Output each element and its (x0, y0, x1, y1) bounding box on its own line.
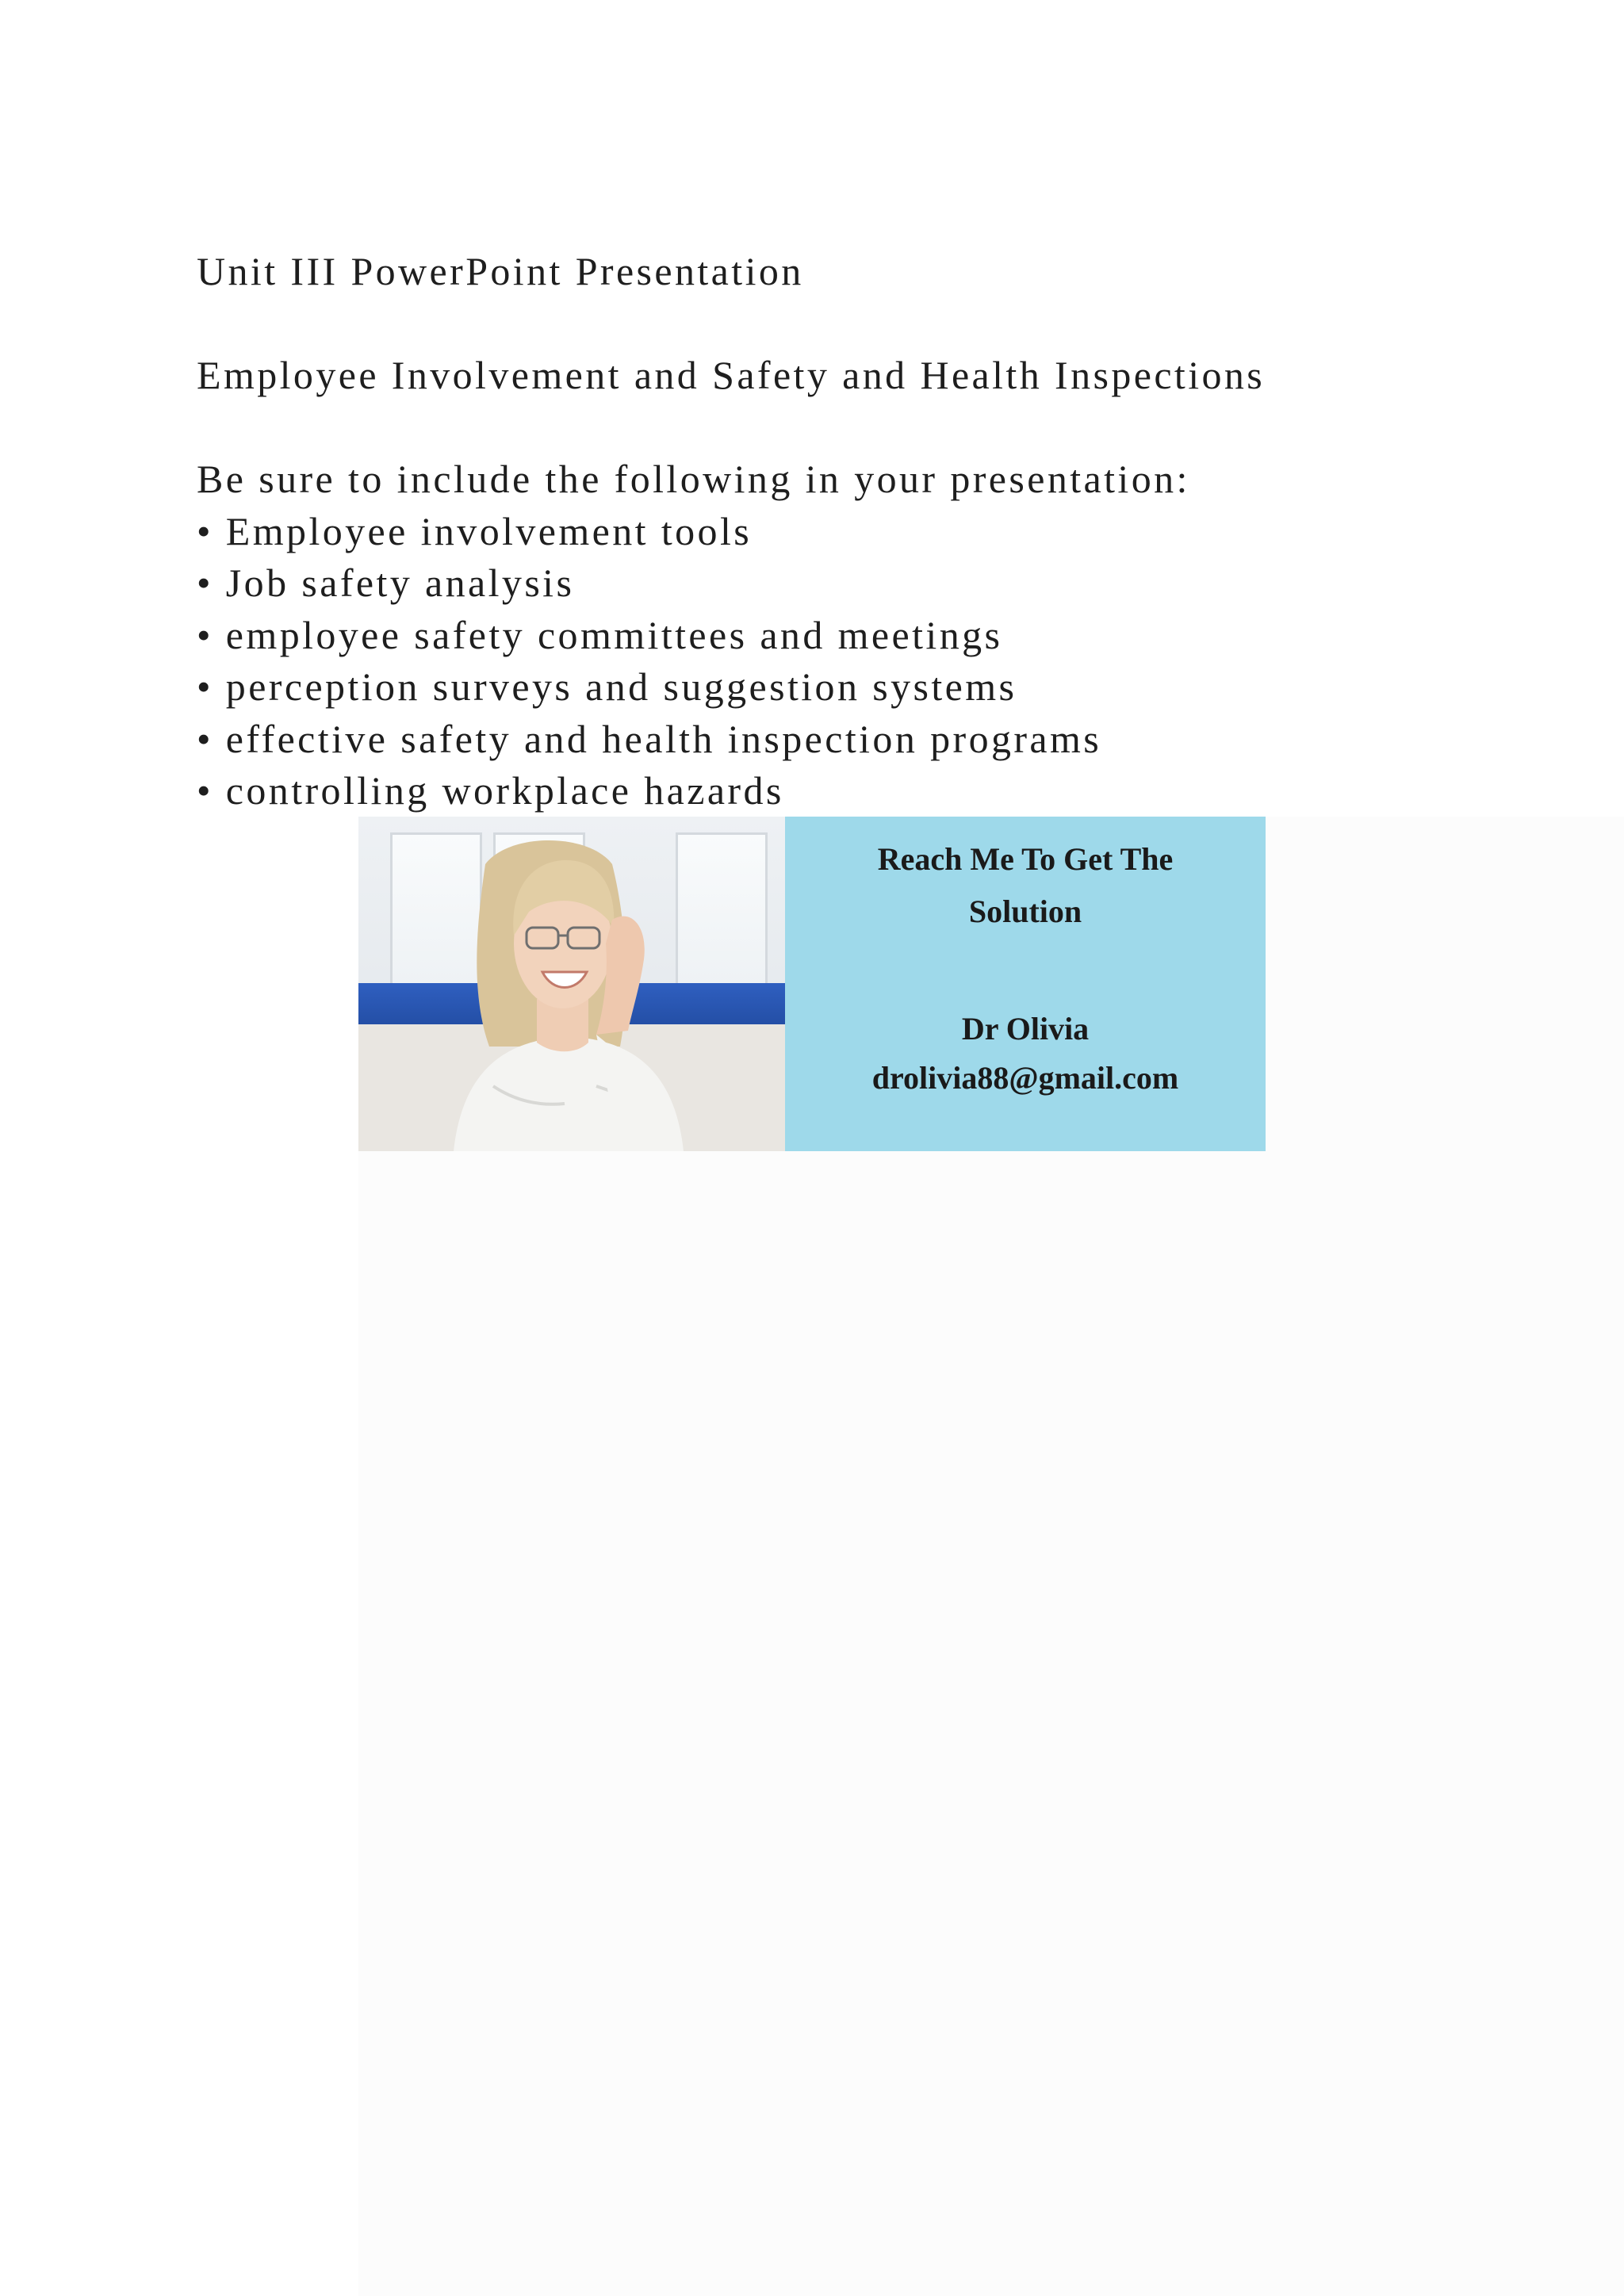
document-body (197, 246, 1545, 817)
document-subtitle: Employee Involvement and Safety and Health Inspections (197, 353, 1266, 397)
document-title: Unit III PowerPoint Presentation (197, 249, 804, 293)
bullet-item: • Employee involvement tools (197, 508, 753, 553)
page-shade-bottom (358, 1151, 1624, 2296)
bullet-item: • effective safety and health inspection programs (197, 716, 1102, 761)
document-intro: Be sure to include the following in your presentation: (197, 457, 1190, 501)
smiling-woman-illustration (358, 817, 785, 1151)
bullet-item: • controlling workplace hazards (197, 768, 784, 813)
bullet-item: • employee safety committees and meetings (197, 612, 1003, 657)
banner-headline-line1: Reach Me To Get The (877, 841, 1174, 877)
banner-headline-line2: Solution (968, 894, 1082, 929)
banner-contact-name: Dr Olivia (961, 1011, 1090, 1047)
bullet-item: • Job safety analysis (197, 561, 575, 605)
banner-photo (358, 817, 785, 1151)
contact-banner (358, 817, 1266, 1151)
banner-contact-panel (785, 817, 1266, 1151)
banner-contact-email: drolivia88@gmail.com (871, 1060, 1179, 1096)
bullet-item: • perception surveys and suggestion systems (197, 664, 1017, 709)
